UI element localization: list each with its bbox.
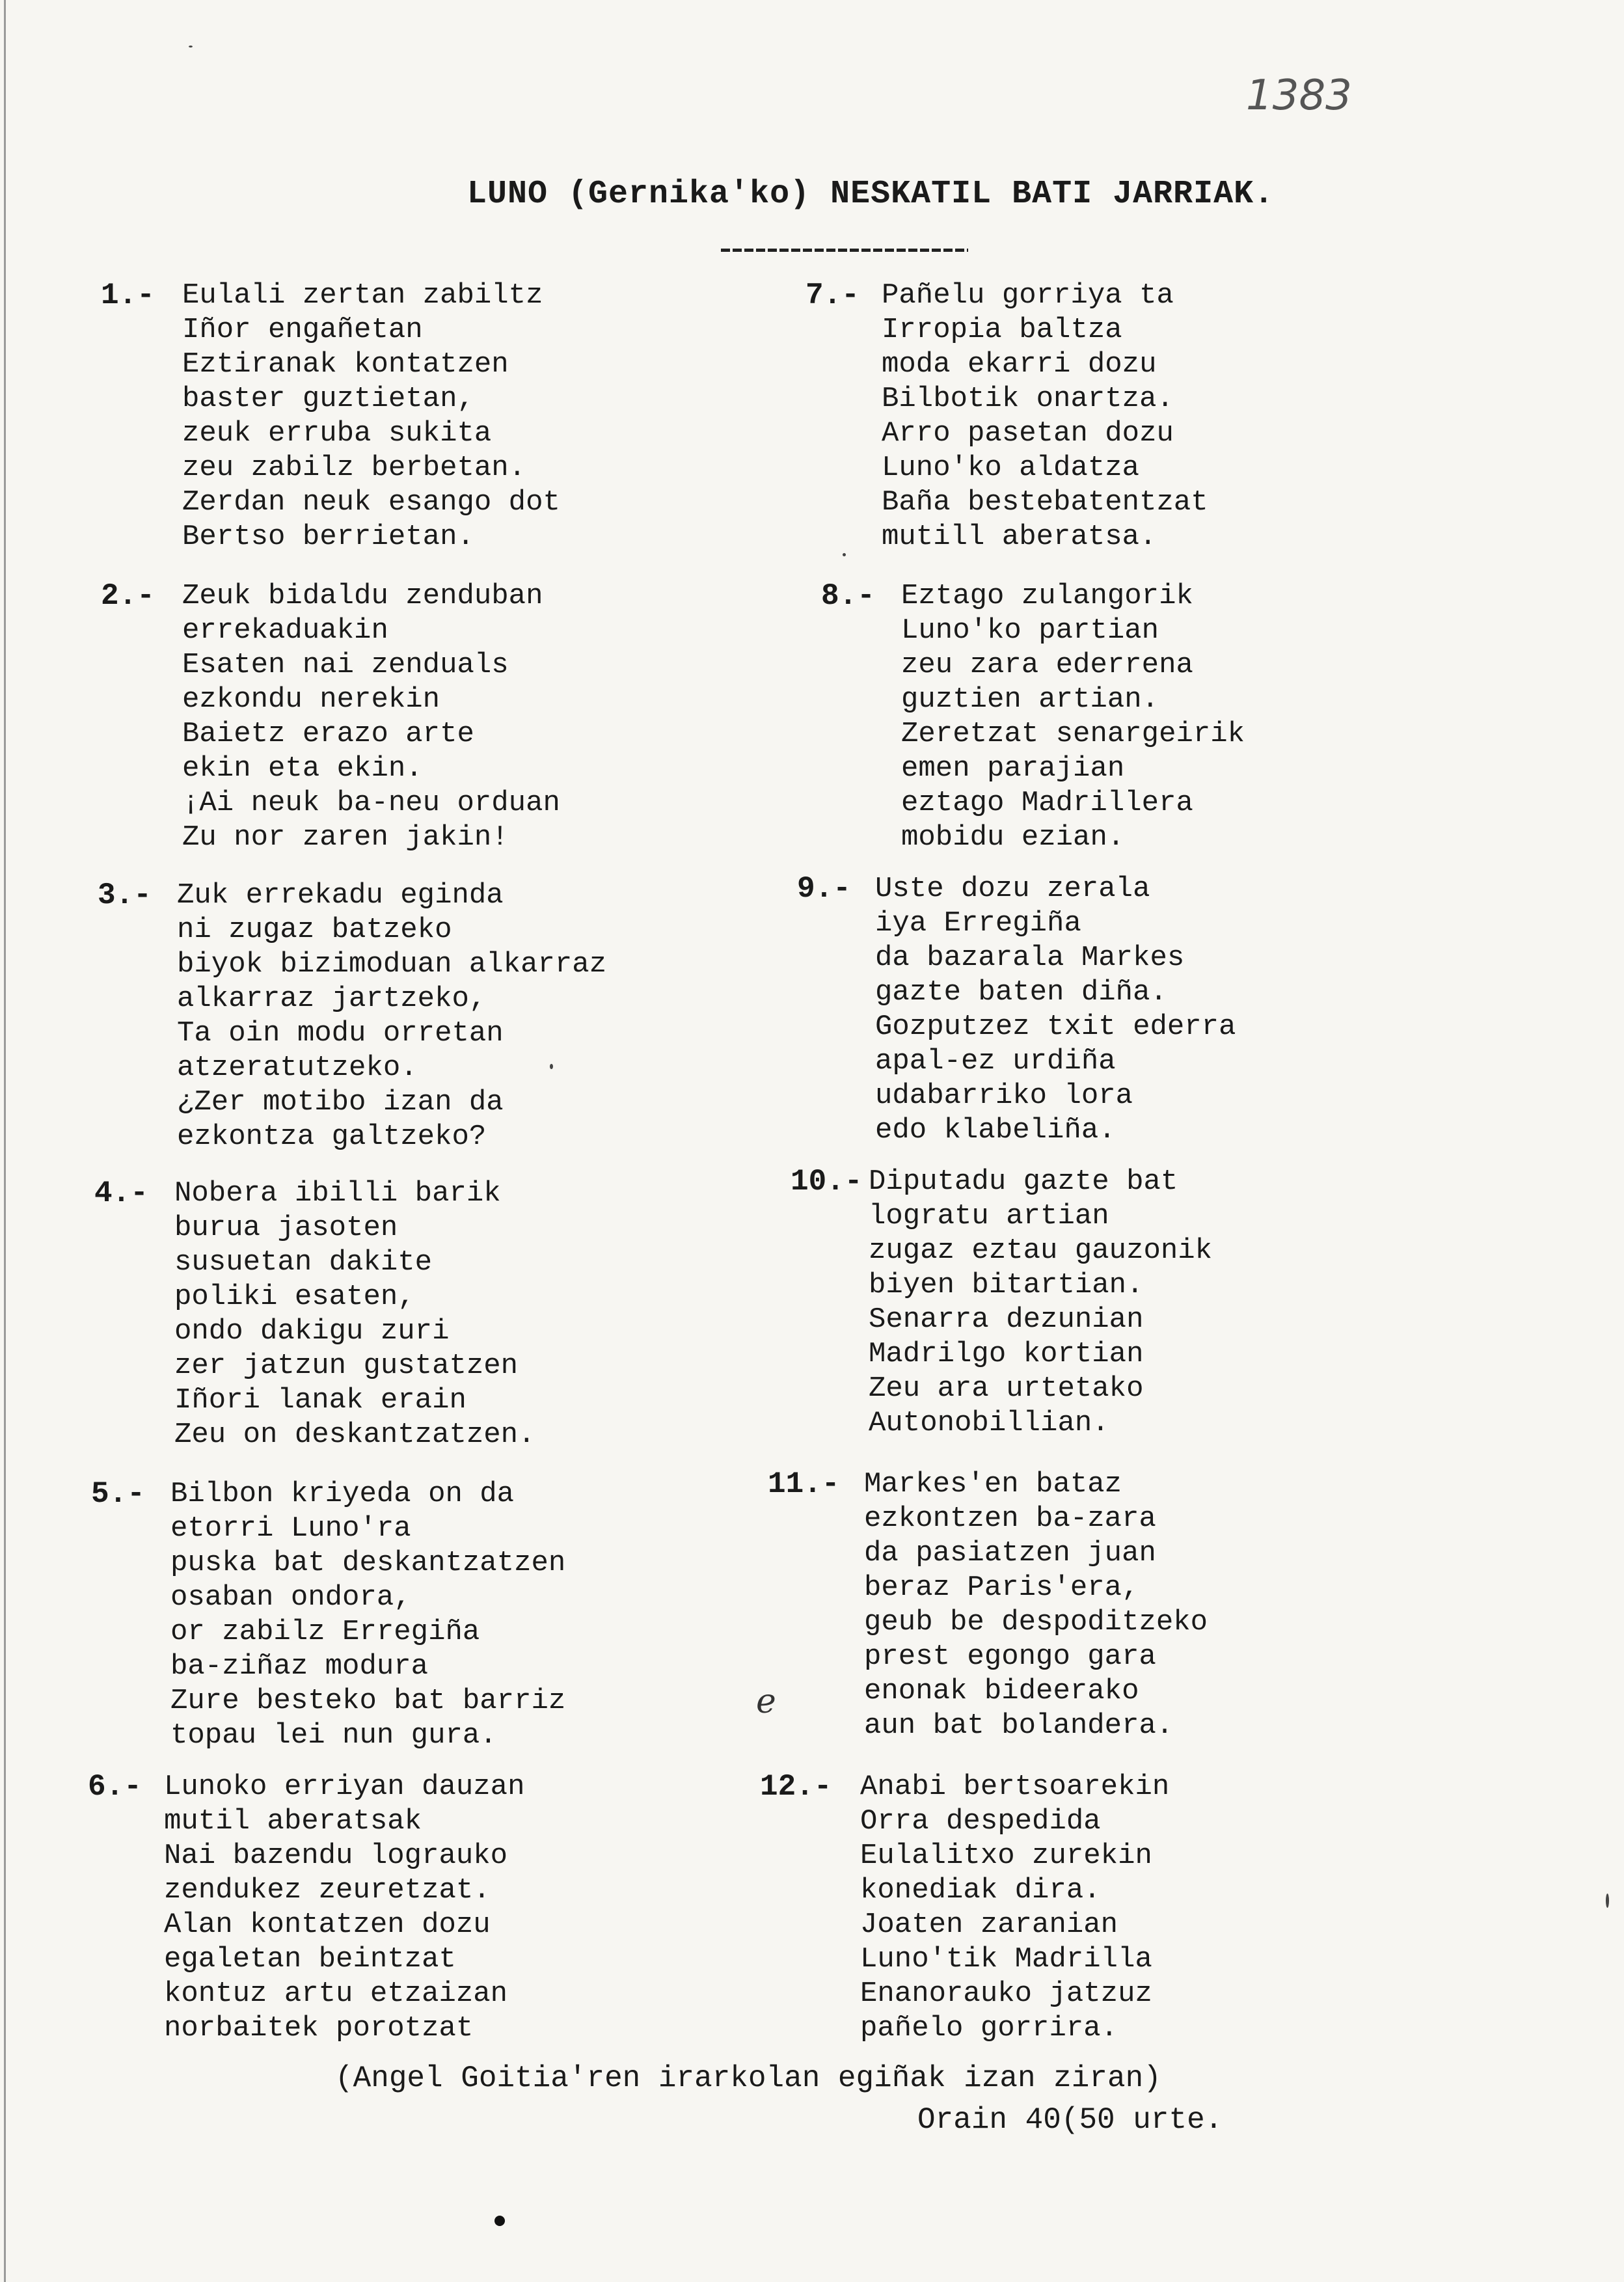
verse-line: zugaz eztau gauzonik bbox=[869, 1234, 1213, 1267]
verse-line: udabarriko lora bbox=[875, 1080, 1133, 1112]
verse-line: Nai bazendu lograuko bbox=[164, 1840, 508, 1872]
verse-number: 11.- bbox=[768, 1467, 840, 1501]
verse-line: Luno'ko partian bbox=[901, 614, 1159, 647]
verse-line: Gozputzez txit ederra bbox=[875, 1011, 1236, 1043]
ink-speck bbox=[189, 46, 193, 48]
verse-line: baster guztietan, bbox=[182, 383, 474, 415]
verse-line: Orra despedida bbox=[860, 1805, 1101, 1838]
verse-line: Arro pasetan dozu bbox=[882, 417, 1174, 450]
verse-line: Senarra dezunian bbox=[869, 1303, 1144, 1336]
verse-line: Anabi bertsoarekin bbox=[860, 1771, 1170, 1803]
verse-line: ezkondu nerekin bbox=[182, 683, 440, 716]
verse-line: moda ekarri dozu bbox=[882, 348, 1157, 381]
verse-line: Markes'en bataz bbox=[864, 1468, 1122, 1501]
verse-line: Diputadu gazte bat bbox=[869, 1165, 1178, 1198]
verse-line: Enanorauko jatzuz bbox=[860, 1977, 1152, 2010]
verse-line: Alan kontatzen dozu bbox=[164, 1908, 491, 1941]
verse-line: emen parajian bbox=[901, 752, 1125, 785]
verse-line: zer jatzun gustatzen bbox=[174, 1350, 519, 1382]
verse-line: prest egongo gara bbox=[864, 1640, 1156, 1673]
verse-line: topau lei nun gura. bbox=[170, 1719, 497, 1752]
verse-line: mutill aberatsa. bbox=[882, 521, 1157, 553]
verse-number: 6.- bbox=[88, 1770, 142, 1804]
verse-line: Baña bestebatentzat bbox=[882, 486, 1208, 519]
verse-line: Eztago zulangorik bbox=[901, 580, 1193, 612]
verse-line: Baietz erazo arte bbox=[182, 718, 474, 750]
verse-line: Irropia baltza bbox=[882, 314, 1122, 346]
verse-line: apal-ez urdiña bbox=[875, 1045, 1116, 1078]
verse-line: ¡Ai neuk ba-neu orduan bbox=[182, 787, 560, 819]
verse-line: Autonobillian. bbox=[869, 1407, 1109, 1439]
verse-line: Lunoko erriyan dauzan bbox=[164, 1771, 525, 1803]
verse-line: ezkontzen ba-zara bbox=[864, 1502, 1156, 1535]
verse-line: atzeratutzeko. bbox=[177, 1052, 418, 1084]
verse-line: Nobera ibilli barik bbox=[174, 1177, 501, 1210]
handwritten-mark: e bbox=[756, 1682, 776, 1721]
verse-line: Bilbon kriyeda on da bbox=[170, 1478, 515, 1510]
title-underline bbox=[721, 249, 968, 252]
ink-speck bbox=[550, 1064, 553, 1069]
verse-line: zeu zara ederrena bbox=[901, 649, 1193, 681]
verse-line: konediak dira. bbox=[860, 1874, 1101, 1907]
verse-line: aun bat bolandera. bbox=[864, 1709, 1174, 1742]
verse-line: Zuk errekadu eginda bbox=[177, 879, 504, 912]
verse-line: Zu nor zaren jakin! bbox=[182, 821, 509, 854]
verse-line: or zabilz Erregiña bbox=[170, 1616, 480, 1648]
verse-line: norbaitek porotzat bbox=[164, 2012, 474, 2044]
verse-line: Eulalitxo zurekin bbox=[860, 1840, 1152, 1872]
verse-line: Madrilgo kortian bbox=[869, 1338, 1144, 1370]
verse-line: ekin eta ekin. bbox=[182, 752, 423, 785]
verse-line: geub be despoditzeko bbox=[864, 1606, 1208, 1638]
verse-line: iya Erregiña bbox=[875, 907, 1081, 940]
verse-line: Uste dozu zerala bbox=[875, 873, 1150, 905]
verse-number: 5.- bbox=[91, 1477, 145, 1511]
verse-line: Luno'ko aldatza bbox=[882, 452, 1140, 484]
verse-line: da bazarala Markes bbox=[875, 942, 1185, 974]
ink-speck bbox=[1606, 1894, 1609, 1908]
verse-line: Pañelu gorriya ta bbox=[882, 279, 1174, 312]
verse-line: logratu artian bbox=[869, 1200, 1109, 1232]
verse-line: Iñor engañetan bbox=[182, 314, 423, 346]
verse-line: kontuz artu etzaizan bbox=[164, 1977, 508, 2010]
verse-line: errekaduakin bbox=[182, 614, 388, 647]
verse-line: biyok bizimoduan alkarraz bbox=[177, 948, 607, 981]
verse-number: 1.- bbox=[101, 278, 155, 312]
verse-line: ondo dakigu zuri bbox=[174, 1315, 450, 1348]
verse-line: Eulali zertan zabiltz bbox=[182, 279, 543, 312]
verse-line: zeuk erruba sukita bbox=[182, 417, 492, 450]
verse-line: Esaten nai zenduals bbox=[182, 649, 509, 681]
verse-line: Bilbotik onartza. bbox=[882, 383, 1174, 415]
verse-line: Zeuk bidaldu zenduban bbox=[182, 580, 543, 612]
verse-line: biyen bitartian. bbox=[869, 1269, 1144, 1301]
verse-number: 7.- bbox=[805, 278, 859, 312]
verse-number: 10.- bbox=[791, 1165, 863, 1199]
verse-line: enonak bideerako bbox=[864, 1675, 1139, 1707]
verse-line: Ta oin modu orretan bbox=[177, 1017, 504, 1050]
verse-line: gazte baten diña. bbox=[875, 976, 1167, 1009]
verse-line: Iñori lanak erain bbox=[174, 1384, 467, 1417]
verse-line: susuetan dakite bbox=[174, 1246, 433, 1279]
date-line: Orain 40(50 urte. bbox=[917, 2103, 1223, 2137]
verse-line: puska bat deskantzatzen bbox=[170, 1547, 566, 1579]
verse-line: edo klabeliña. bbox=[875, 1114, 1116, 1147]
verse-number: 3.- bbox=[98, 878, 152, 912]
verse-line: ¿Zer motibo izan da bbox=[177, 1086, 504, 1119]
verse-line: ba-ziñaz modura bbox=[170, 1650, 429, 1683]
verse-line: osaban ondora, bbox=[170, 1581, 411, 1614]
verse-line: Bertso berrietan. bbox=[182, 521, 474, 553]
verse-line: mobidu ezian. bbox=[901, 821, 1125, 854]
verse-line: Zeu on deskantzatzen. bbox=[174, 1419, 535, 1451]
verse-line: da pasiatzen juan bbox=[864, 1537, 1156, 1569]
verse-line: mutil aberatsak bbox=[164, 1805, 422, 1838]
ink-dot bbox=[494, 2216, 505, 2226]
verse-number: 4.- bbox=[94, 1176, 148, 1210]
printer-credit: (Angel Goitia'ren irarkolan egiñak izan ziran) bbox=[335, 2061, 1161, 2095]
verse-number: 12.- bbox=[760, 1770, 832, 1804]
verse-line: ni zugaz batzeko bbox=[177, 914, 452, 946]
verse-line: etorri Luno'ra bbox=[170, 1512, 411, 1545]
verse-line: Eztiranak kontatzen bbox=[182, 348, 509, 381]
verse-line: Zeu ara urtetako bbox=[869, 1372, 1144, 1405]
page-number: 1383 bbox=[1246, 72, 1352, 120]
verse-line: burua jasoten bbox=[174, 1212, 398, 1244]
verse-line: zeu zabilz berbetan. bbox=[182, 452, 526, 484]
page-title: LUNO (Gernika'ko) NESKATIL BATI JARRIAK. bbox=[467, 176, 1275, 213]
verse-line: Zeretzat senargeirik bbox=[901, 718, 1245, 750]
left-margin-line bbox=[4, 0, 6, 2282]
verse-line: pañelo gorrira. bbox=[860, 2012, 1118, 2044]
verse-line: egaletan beintzat bbox=[164, 1943, 456, 1976]
verse-line: alkarraz jartzeko, bbox=[177, 983, 487, 1015]
verse-line: zendukez zeuretzat. bbox=[164, 1874, 491, 1907]
verse-number: 8.- bbox=[821, 579, 875, 613]
verse-line: poliki esaten, bbox=[174, 1281, 415, 1313]
verse-line: eztago Madrillera bbox=[901, 787, 1193, 819]
verse-line: Zure besteko bat barriz bbox=[170, 1685, 566, 1717]
ink-speck bbox=[843, 553, 846, 556]
verse-number: 2.- bbox=[101, 579, 155, 613]
verse-line: Luno'tik Madrilla bbox=[860, 1943, 1152, 1976]
verse-number: 9.- bbox=[797, 872, 851, 906]
verse-line: ezkontza galtzeko? bbox=[177, 1121, 487, 1153]
verse-line: beraz Paris'era, bbox=[864, 1571, 1139, 1604]
verse-line: Joaten zaranian bbox=[860, 1908, 1118, 1941]
verse-line: guztien artian. bbox=[901, 683, 1159, 716]
verse-line: Zerdan neuk esango dot bbox=[182, 486, 560, 519]
